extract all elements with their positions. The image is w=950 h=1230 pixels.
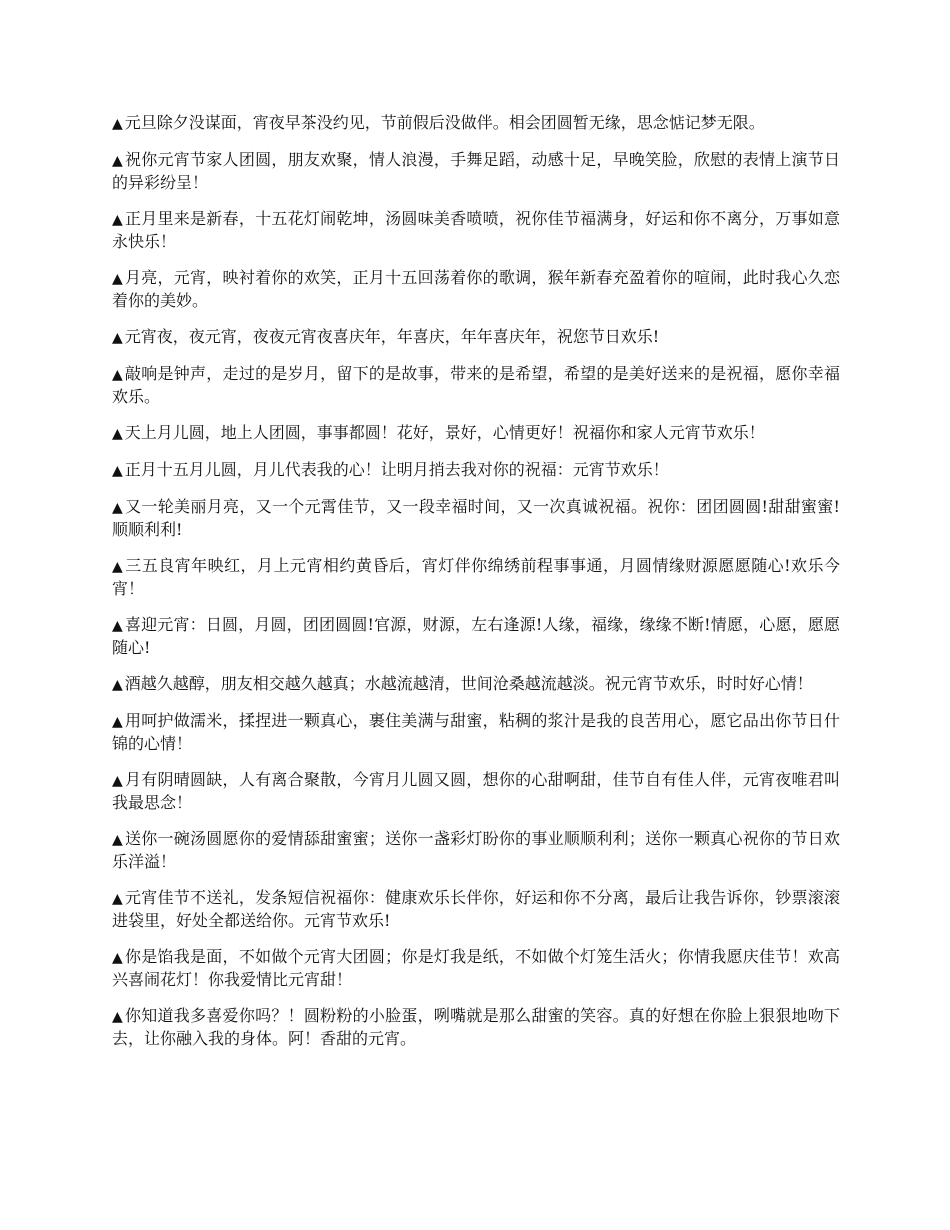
black-up-triangle-icon: ▲	[112, 153, 124, 169]
paragraph-text: 用呵护做濡米，揉捏进一颗真心，裹住美满与甜蜜，粘稠的浆汁是我的良苦用心，愿它品出你节日什锦的心情！	[112, 711, 840, 753]
document-body	[112, 112, 840, 1064]
black-up-triangle-icon: ▲	[112, 212, 124, 228]
blessing-paragraph	[112, 614, 840, 659]
black-up-triangle-icon: ▲	[112, 500, 124, 516]
blessing-paragraph	[112, 149, 840, 194]
black-up-triangle-icon: ▲	[112, 950, 124, 966]
blessing-paragraph	[112, 769, 840, 814]
paragraph-text: 送你一碗汤圆愿你的爱情舔甜蜜蜜；送你一盏彩灯盼你的事业顺顺利利；送你一颗真心祝你的节日欢乐洋溢！	[112, 829, 840, 871]
black-up-triangle-icon: ▲	[112, 463, 123, 479]
paragraph-text: 元宵佳节不送礼，发条短信祝福你：健康欢乐长伴你，好运和你不分离，最后让我告诉你，钞票滚滚进袋里，好处全都送给你。元宵节欢乐!	[112, 888, 840, 930]
black-up-triangle-icon: ▲	[112, 618, 123, 634]
paragraph-text: 三五良宵年映红，月上元宵相约黄昏后，宵灯伴你绵绣前程事事通，月圆情缘财源愿愿随心!欢乐今宵！	[112, 556, 840, 598]
blessing-paragraph	[112, 326, 840, 349]
black-up-triangle-icon: ▲	[112, 330, 123, 346]
black-up-triangle-icon: ▲	[112, 773, 124, 789]
paragraph-text: 天上月儿圆，地上人团圆，事事都圆！花好，景好，心情更好！祝福你和家人元宵节欢乐！	[124, 423, 765, 442]
paragraph-text: 喜迎元宵：日圆，月圆，团团圆圆!官源，财源，左右逢源!人缘，福缘，缘缘不断!情愿，心愿，愿愿随心!	[112, 615, 840, 657]
paragraph-text: 敲响是钟声，走过的是岁月，留下的是故事，带来的是希望，希望的是美好送来的是祝福，愿你幸福欢乐。	[112, 364, 840, 406]
paragraph-text: 你知道我多喜爱你吗？！圆粉粉的小脸蛋，咧嘴就是那么甜蜜的笑容。真的好想在你脸上狠狠地吻下去，让你融入我的身体。阿！香甜的元宵。	[112, 1006, 840, 1048]
blessing-paragraph	[112, 208, 840, 253]
black-up-triangle-icon: ▲	[112, 116, 123, 132]
paragraph-text: 元旦除夕没谋面，宵夜早茶没约见，节前假后没做伴。相会团圆暂无缘，思念惦记梦无限。	[124, 113, 765, 132]
black-up-triangle-icon: ▲	[112, 271, 124, 287]
blessing-paragraph	[112, 112, 840, 135]
paragraph-text: 月亮，元宵，映衬着你的欢笑，正月十五回荡着你的歌调，猴年新春充盈着你的喧闹，此时我心久恋着你的美妙。	[112, 268, 840, 310]
paragraph-text: 又一轮美丽月亮，又一个元霄佳节，又一段幸福时间，又一次真诚祝福。祝你：团团圆圆!甜甜蜜蜜!顺顺利利!	[112, 497, 840, 539]
paragraph-text: 正月十五月儿圆，月儿代表我的心！让明月捎去我对你的祝福：元宵节欢乐！	[124, 460, 669, 479]
blessing-paragraph	[112, 267, 840, 312]
paragraph-text: 你是馅我是面，不如做个元宵大团圆；你是灯我是纸，不如做个灯笼生活火；你情我愿庆佳节！欢高兴喜闹花灯！你我爱情比元宵甜！	[112, 947, 840, 989]
blessing-paragraph	[112, 555, 840, 600]
black-up-triangle-icon: ▲	[112, 891, 124, 907]
blessing-paragraph	[112, 422, 840, 445]
blessing-paragraph	[112, 828, 840, 873]
blessing-paragraph	[112, 363, 840, 408]
blessing-paragraph	[112, 887, 840, 932]
black-up-triangle-icon: ▲	[112, 714, 124, 730]
paragraph-text: 正月里来是新春，十五花灯闹乾坤，汤圆味美香喷喷，祝你佳节福满身，好运和你不离分，万事如意永快乐！	[112, 209, 840, 251]
blessing-paragraph	[112, 459, 840, 482]
paragraph-text: 元宵夜，夜元宵，夜夜元宵夜喜庆年，年喜庆，年年喜庆年，祝您节日欢乐!	[124, 327, 660, 346]
black-up-triangle-icon: ▲	[112, 677, 123, 693]
blessing-paragraph	[112, 673, 840, 696]
black-up-triangle-icon: ▲	[112, 367, 124, 383]
blessing-paragraph	[112, 1005, 840, 1050]
paragraph-text: 祝你元宵节家人团圆，朋友欢聚，情人浪漫，手舞足蹈，动感十足，早晚笑脸，欣慰的表情上演节日的异彩纷呈！	[112, 150, 840, 192]
black-up-triangle-icon: ▲	[112, 559, 124, 575]
black-up-triangle-icon: ▲	[112, 426, 123, 442]
black-up-triangle-icon: ▲	[112, 832, 124, 848]
blessing-paragraph	[112, 496, 840, 541]
paragraph-text: 月有阴晴圆缺，人有离合聚散，今宵月儿圆又圆，想你的心甜啊甜，佳节自有佳人伴，元宵夜唯君叫我最思念！	[112, 770, 840, 812]
blessing-paragraph	[112, 946, 840, 991]
black-up-triangle-icon: ▲	[112, 1009, 124, 1025]
blessing-paragraph	[112, 710, 840, 755]
paragraph-text: 酒越久越醇，朋友相交越久越真；水越流越清，世间沧桑越流越淡。祝元宵节欢乐，时时好心情！	[124, 674, 813, 693]
